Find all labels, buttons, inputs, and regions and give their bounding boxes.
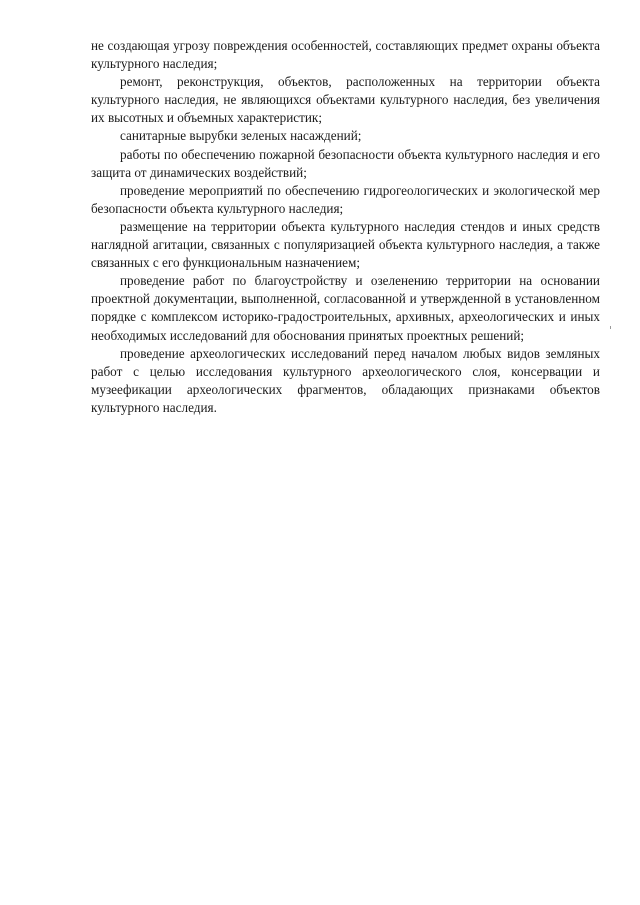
paragraph-repair-reconstruction: ремонт, реконструкция, объектов, расположенных на территории объекта культурного наследия, не являющихся объектами культурного наследия, без увеличения их высотных и объемных характеристик; — [91, 74, 600, 126]
paragraph-landscaping: проведение работ по благоустройству и озеленению территории на основании проектной документации, выполненной, согласованной и утвержденной в установленном порядке с комплексом историко-градостроительных, архивных, археологических и иных необходимых исследований для обоснования принятых проектных решений; — [91, 273, 600, 343]
document-text-body — [91, 37, 600, 417]
paragraph-fire-safety: работы по обеспечению пожарной безопасности объекта культурного наследия и его защита от динамических воздействий; — [91, 146, 600, 180]
paragraph-sanitary-felling: санитарные вырубки зеленых насаждений; — [120, 128, 362, 144]
scan-margin-mark — [610, 326, 611, 329]
paragraph-information-stands: размещение на территории объекта культурного наследия стендов и иных средств наглядной агитации, связанных с популяризацией объекта культурного наследия, а также связанных с его функциональным назначением; — [91, 218, 600, 271]
paragraph-preservation-continuation: не создающая угрозу повреждения особенностей, составляющих предмет охраны объекта культурного наследия; — [91, 38, 600, 72]
paragraph-hydrogeological-measures: проведение мероприятий по обеспечению гидрогеологических и экологической мер безопасности объекта культурного наследия; — [91, 182, 600, 216]
paragraph-archaeological-research: проведение археологических исследований перед началом любых видов земляных работ с целью исследования культурного археологического слоя, консервации и музеефикации археологических фрагментов, обладающих признаками объектов культурного наследия. — [91, 345, 600, 415]
